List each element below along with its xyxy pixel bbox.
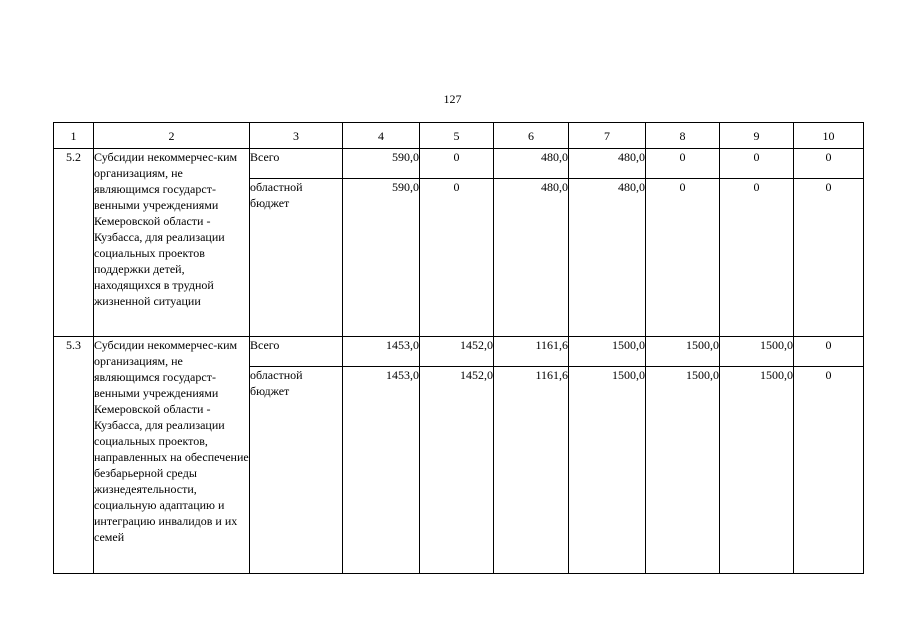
budget-table bbox=[53, 122, 864, 574]
header-cell: 10 bbox=[794, 123, 864, 149]
value-cell: 1500,0 bbox=[646, 337, 720, 367]
value-cell: 0 bbox=[794, 337, 864, 367]
value-cell: 0 bbox=[420, 179, 494, 337]
value-cell: 1452,0 bbox=[420, 367, 494, 574]
row-description: Субсидии некоммерчес-ким организациям, не являющимся государст-венными учреждениями Кемеровской области - Кузбасса, для реализации социальных проектов поддержки детей, находящихся в трудной жизненной ситуации bbox=[94, 149, 250, 337]
value-cell: 1500,0 bbox=[569, 337, 646, 367]
value-cell: 1452,0 bbox=[420, 337, 494, 367]
row-description: Субсидии некоммерчес-ким организациям, не являющимся государст-венными учреждениями Кемеровской области - Кузбасса, для реализации социальных проектов, направленных на обеспечение безбарьерной среды жизнедеятельности, социальную адаптацию и интеграцию инвалидов и их семей bbox=[94, 337, 250, 574]
value-cell: 1161,6 bbox=[494, 367, 569, 574]
value-cell: 1453,0 bbox=[343, 337, 420, 367]
value-cell: 0 bbox=[720, 149, 794, 179]
value-cell: 480,0 bbox=[569, 149, 646, 179]
value-cell: 1500,0 bbox=[646, 367, 720, 574]
value-cell: 0 bbox=[720, 179, 794, 337]
row-number: 5.2 bbox=[54, 149, 94, 337]
value-cell: 1500,0 bbox=[720, 367, 794, 574]
value-cell: 1500,0 bbox=[720, 337, 794, 367]
value-cell: 480,0 bbox=[494, 179, 569, 337]
value-cell: 0 bbox=[794, 179, 864, 337]
row-number: 5.3 bbox=[54, 337, 94, 574]
header-cell: 5 bbox=[420, 123, 494, 149]
table-header-row bbox=[54, 123, 864, 149]
value-cell: 0 bbox=[646, 149, 720, 179]
header-cell: 3 bbox=[250, 123, 343, 149]
value-cell: 0 bbox=[420, 149, 494, 179]
funding-source: Всего bbox=[250, 337, 343, 367]
header-cell: 7 bbox=[569, 123, 646, 149]
value-cell: 0 bbox=[646, 179, 720, 337]
value-cell: 480,0 bbox=[569, 179, 646, 337]
value-cell: 590,0 bbox=[343, 149, 420, 179]
header-cell: 1 bbox=[54, 123, 94, 149]
header-cell: 9 bbox=[720, 123, 794, 149]
header-cell: 8 bbox=[646, 123, 720, 149]
value-cell: 480,0 bbox=[494, 149, 569, 179]
value-cell: 0 bbox=[794, 149, 864, 179]
value-cell: 590,0 bbox=[343, 179, 420, 337]
header-cell: 4 bbox=[343, 123, 420, 149]
value-cell: 1161,6 bbox=[494, 337, 569, 367]
page-number: 127 bbox=[443, 92, 462, 106]
header-cell: 6 bbox=[494, 123, 569, 149]
value-cell: 1453,0 bbox=[343, 367, 420, 574]
table-row bbox=[54, 149, 864, 179]
table-row bbox=[54, 337, 864, 367]
funding-source: областной бюджет bbox=[250, 179, 343, 337]
value-cell: 0 bbox=[794, 367, 864, 574]
value-cell: 1500,0 bbox=[569, 367, 646, 574]
funding-source: Всего bbox=[250, 149, 343, 179]
funding-source: областной бюджет bbox=[250, 367, 343, 574]
header-cell: 2 bbox=[94, 123, 250, 149]
